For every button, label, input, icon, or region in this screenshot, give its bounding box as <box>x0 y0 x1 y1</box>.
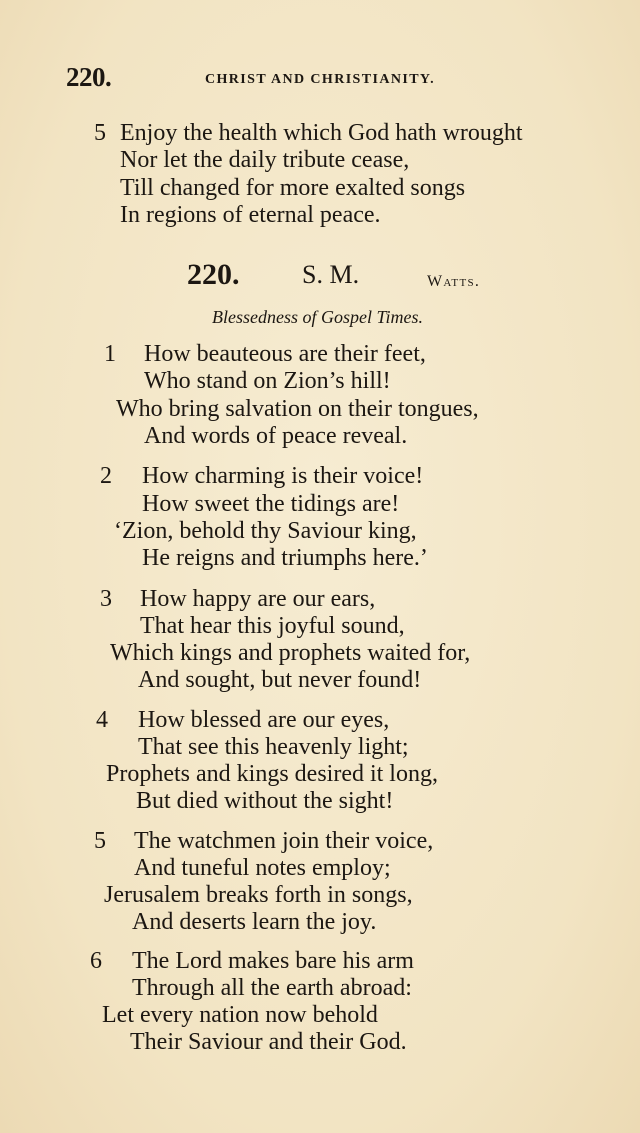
stanza-line: Let every nation now behold <box>102 1002 378 1028</box>
stanza-line: How charming is their voice! <box>142 463 424 489</box>
prev-stanza-line: Enjoy the health which God hath wrought <box>120 120 523 146</box>
stanza-line: Who stand on Zion’s hill! <box>144 368 391 394</box>
prev-stanza-line: In regions of eternal peace. <box>120 202 381 228</box>
stanza-number: 2 <box>100 463 112 489</box>
prev-stanza-line: Nor let the daily tribute cease, <box>120 147 410 173</box>
hymn-subtitle: Blessedness of Gospel Times. <box>212 307 423 327</box>
stanza-number: 4 <box>96 707 108 733</box>
stanza-line: That see this heavenly light; <box>138 734 409 760</box>
stanza-line: And sought, but never found! <box>138 667 422 693</box>
stanza-line: Their Saviour and their God. <box>130 1029 407 1055</box>
stanza-line: Through all the earth abroad: <box>132 975 412 1001</box>
stanza-line: How beauteous are their feet, <box>144 341 426 367</box>
hymn-meter: S. M. <box>302 260 360 289</box>
hymn-author: Watts. <box>427 273 481 290</box>
stanza-line: Jerusalem breaks forth in songs, <box>104 882 413 908</box>
stanza-line: And tuneful notes employ; <box>134 855 391 881</box>
stanza-number: 5 <box>94 828 106 854</box>
stanza-line: Prophets and kings desired it long, <box>106 761 438 787</box>
stanza-line: Who bring salvation on their tongues, <box>116 396 479 422</box>
stanza-line: And deserts learn the joy. <box>132 909 377 935</box>
stanza-line: How sweet the tidings are! <box>142 491 400 517</box>
stanza-number: 6 <box>90 948 102 974</box>
stanza-line: How blessed are our eyes, <box>138 707 390 733</box>
prev-stanza-number: 5 <box>94 120 106 146</box>
stanza-line: ‘Zion, behold thy Saviour king, <box>114 518 417 544</box>
stanza-line: The watchmen join their voice, <box>134 828 434 854</box>
running-head: CHRIST AND CHRISTIANITY. <box>205 72 436 87</box>
stanza-number: 1 <box>104 341 116 367</box>
hymn-number: 220. <box>187 258 240 291</box>
stanza-line: He reigns and triumphs here.’ <box>142 545 428 571</box>
stanza-number: 3 <box>100 586 112 612</box>
prev-stanza-line: Till changed for more exalted songs <box>120 175 466 201</box>
page-number: 220. <box>66 62 112 92</box>
stanza-line: And words of peace reveal. <box>144 423 408 449</box>
stanza-line: The Lord makes bare his arm <box>132 948 414 974</box>
stanza-line: That hear this joyful sound, <box>140 613 405 639</box>
stanza-line: How happy are our ears, <box>140 586 376 612</box>
stanza-line: Which kings and prophets waited for, <box>110 640 471 666</box>
stanza-line: But died without the sight! <box>136 788 394 814</box>
